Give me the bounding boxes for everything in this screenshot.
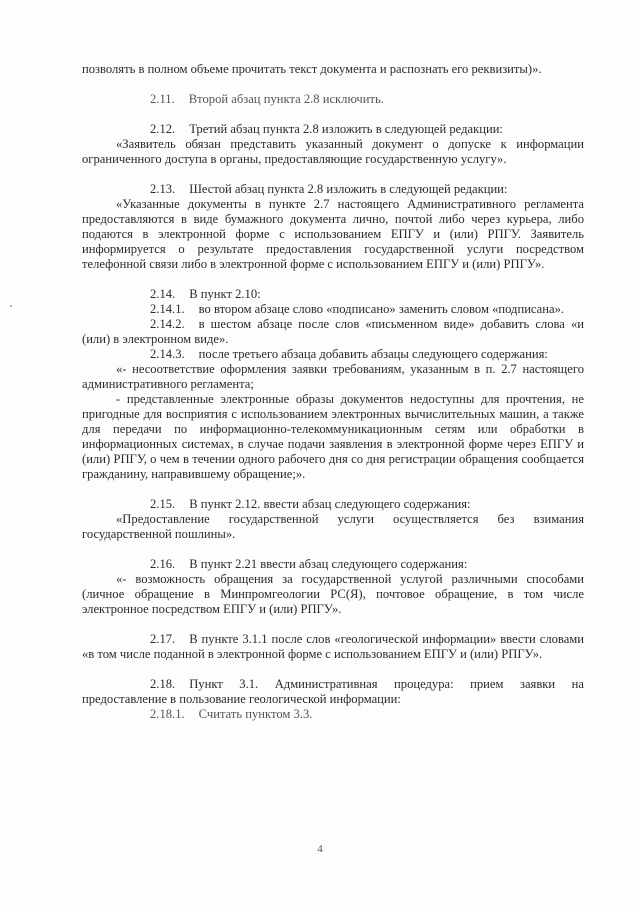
clause-text: Третий абзац пункта 2.8 изложить в следующей редакции: (189, 122, 503, 136)
paragraph-2-16-quote: «- возможность обращения за государственной услугой различными способами (личное обращение в Минпромгеологии РС(Я), почтовое обращение, в том числе электронное посредством ЕПГУ и (или) РПГУ». (82, 572, 584, 616)
page-number: 4 (317, 843, 323, 855)
paragraph-2-15 (82, 497, 584, 512)
clause-number: 2.14. (150, 287, 176, 301)
clause-number: 2.16. (150, 557, 176, 571)
paragraph-2-14 (82, 287, 584, 302)
paragraph-2-17 (82, 632, 584, 662)
clause-text: В пункт 2.21 ввести абзац следующего содержания: (189, 557, 468, 571)
clause-text: Шестой абзац пункта 2.8 изложить в следующей редакции: (189, 182, 508, 196)
clause-text: после третьего абзаца добавить абзацы следующего содержания: (198, 347, 548, 361)
clause-number: 2.14.3. (150, 347, 185, 361)
paragraph-continuation: позволять в полном объеме прочитать текст документа и распознать его реквизиты)». (82, 62, 542, 76)
paragraph-2-15-quote: «Предоставление государственной услуги осуществляется без взимания государственной пошлины». (82, 512, 584, 541)
clause-number: 2.18. (150, 677, 176, 691)
clause-number: 2.13. (150, 182, 176, 196)
paragraph-2-14-1 (82, 302, 584, 317)
clause-number: 2.18.1. (150, 707, 185, 721)
clause-number: 2.15. (150, 497, 176, 511)
paragraph-2-13-quote: «Указанные документы в пункте 2.7 настоящего Административного регламента предоставляются в виде бумажного документа лично, почтой либо через курьера, либо подаются в электронной форме с использованием ЕПГУ и (или) РПГУ. Заявитель информируется о результате предоставления государственной услуги посредством телефонной связи либо в электронной форме с использованием ЕПГУ и (или) РПГУ». (82, 197, 584, 271)
clause-number: 2.17. (150, 632, 176, 646)
paragraph-2-16 (82, 557, 584, 572)
clause-text: Второй абзац пункта 2.8 исключить. (188, 92, 384, 106)
clause-text: во втором абзаце слово «подписано» заменить словом «подписана». (198, 302, 565, 316)
clause-number: 2.14.2. (150, 317, 185, 331)
paragraph-2-13 (82, 182, 584, 197)
clause-text: Пункт 3.1. Административная процедура: прием заявки на предоставление в пользование геологической информации: (82, 677, 584, 706)
paragraph-2-14-2 (82, 317, 584, 347)
paragraph-2-18 (82, 677, 584, 707)
paragraph-2-12 (82, 122, 584, 137)
clause-text: В пункт 2.10: (189, 287, 261, 301)
paragraph-2-14-3 (82, 347, 584, 362)
paragraph-2-14-3-item-2: - представленные электронные образы документов недоступны для прочтения, не пригодные для восприятия с использованием электронных вычислительных машин, а также для передачи по информационно-телекоммуникационным сетям или обработки в информационных системах, в случае подачи заявления в электронной форме через ЕПГУ и (или) РПГУ, о чем в течении одного рабочего дня со дня регистрации обращения сообщается гражданину, направившему обращение;». (82, 392, 584, 481)
clause-number: 2.12. (150, 122, 176, 136)
clause-number: 2.11. (150, 92, 175, 106)
scan-speck (10, 305, 12, 307)
clause-text: В пункте 3.1.1 после слов «геологической информации» ввести словами «в том числе поданной в электронной форме с использованием ЕПГУ и (или) РПГУ». (82, 632, 584, 661)
paragraph-2-12-quote: «Заявитель обязан представить указанный документ о допуске к информации ограниченного доступа в органы, предоставляющие государственную услугу». (82, 137, 584, 166)
clause-text: В пункт 2.12. ввести абзац следующего содержания: (189, 497, 471, 511)
document-body (82, 62, 584, 722)
paragraph-2-18-1 (82, 707, 584, 722)
clause-text: в шестом абзаце после слов «письменном виде» добавить слова «и (или) в электронном виде». (82, 317, 584, 346)
paragraph-2-14-3-item-1: «- несоответствие оформления заявки требованиям, указанным в п. 2.7 настоящего административного регламента; (82, 362, 584, 391)
paragraph-2-11 (82, 92, 584, 107)
clause-number: 2.14.1. (150, 302, 185, 316)
clause-text: Считать пунктом 3.3. (198, 707, 313, 721)
